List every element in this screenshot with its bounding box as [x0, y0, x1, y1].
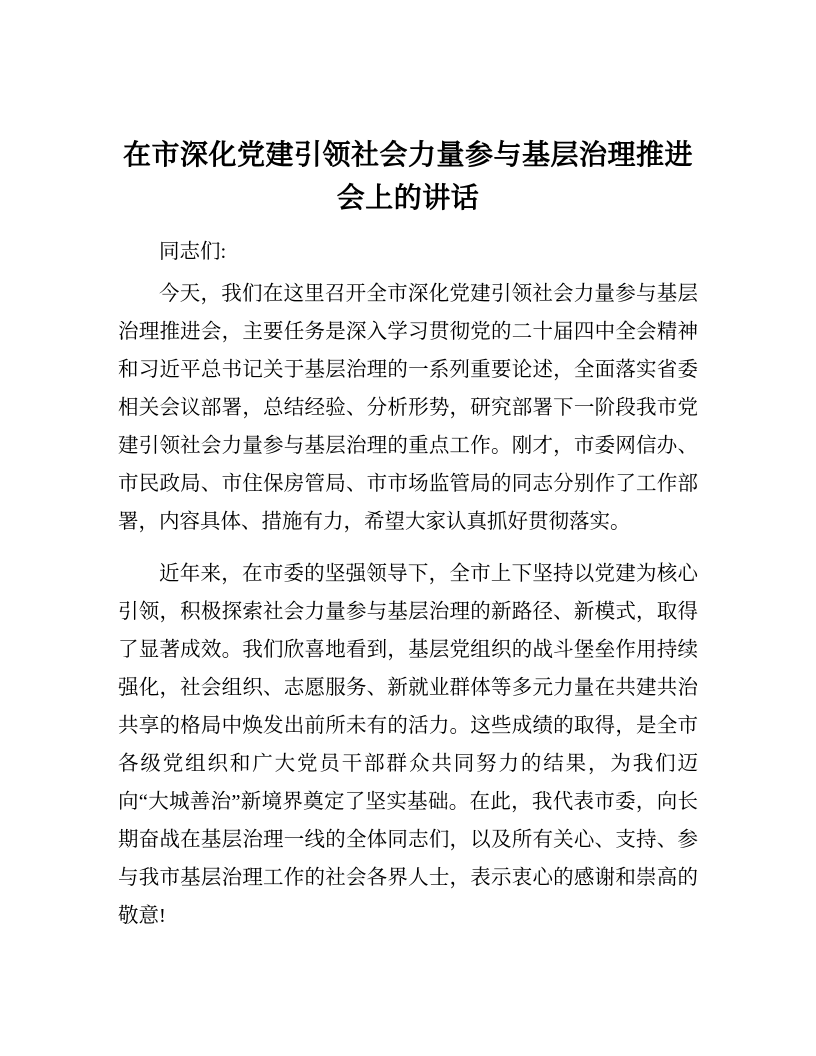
paragraph-2: 近年来，在市委的坚强领导下，全市上下坚持以党建为核心引领，积极探索社会力量参与基层治理的新路径、新模式，取得了显著成效。我们欣喜地看到，基层党组织的战斗堡垒作用持续强化，社会组织、志愿服务、新就业群体等多元力量在共建共治共享的格局中焕发出前所未有的活力。这些成绩的取得，是全市各级党组织和广大党员干部群众共同努力的结果，为我们迈向“大城善治”新境界奠定了坚实基础。在此，我代表市委，向长期奋战在基层治理一线的全体同志们，以及所有关心、支持、参与我市基层治理工作的社会各界人士，表示衷心的感谢和崇高的敬意! — [118, 563, 698, 927]
document-title: 在市深化党建引领社会力量参与基层治理推进会上的讲话 — [122, 139, 693, 213]
paragraph-1: 今天，我们在这里召开全市深化党建引领社会力量参与基层治理推进会，主要任务是深入学习贯彻党的二十届四中全会精神和习近平总书记关于基层治理的一系列重要论述，全面落实省委相关会议部署，总结经验、分析形势，研究部署下一阶段我市党建引领社会力量参与基层治理的重点工作。刚才，市委网信办、市民政局、市住保房管局、市市场监管局的同志分别作了工作部署，内容具体、措施有力，希望大家认真抓好贯彻落实。 — [118, 283, 698, 533]
salutation: 同志们: — [159, 241, 227, 263]
